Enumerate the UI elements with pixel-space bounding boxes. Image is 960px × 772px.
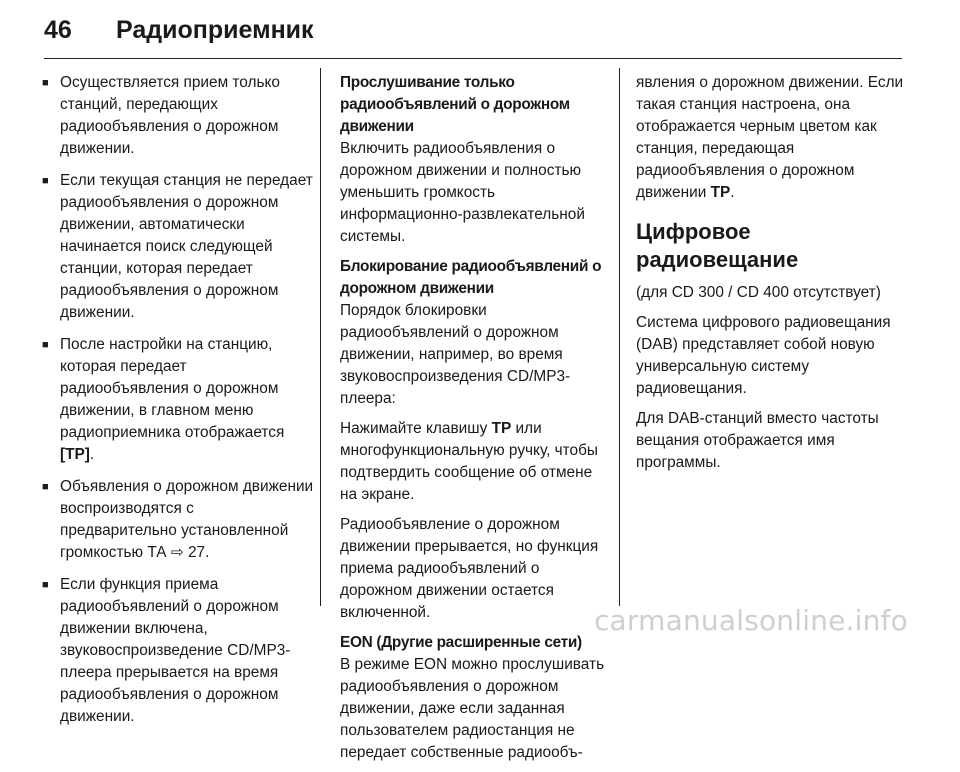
list-item: ■ Если функция приема радиообъявлений о дорожном движении включена, звуковоспроизведение CD/MP3-плеера прерывается на время радиообъявления о дорожном движении.: [40, 574, 314, 728]
watermark: carmanualsonline.info: [593, 604, 908, 637]
tp-indicator: [TP]: [60, 446, 90, 463]
subheading-block-traffic: Блокирование радиообъявлений о дорожном движении: [340, 258, 602, 297]
paragraph: Порядок блокировки радиообъявлений о дорожном движении, например, во время звуковоспроизведения CD/MP3-плеера:: [340, 302, 571, 407]
paragraph: Нажимайте клавишу TP или многофункциональную ручку, чтобы подтвердить сообщение об отмене на экране.: [340, 420, 598, 503]
list-item: ■ Если текущая станция не передает радиообъявления о дорожном движении, автоматически начинается поиск следующей станции, которая передает радиообъявления о дорожном движении.: [40, 170, 314, 324]
square-bullet-icon: ■: [42, 77, 49, 89]
square-bullet-icon: ■: [42, 481, 49, 493]
page-title: Радиоприемник: [116, 16, 314, 44]
paragraph: явления о дорожном движении. Если такая станция настроена, она отображается черным цветом как станция, передающая радиообъявления о дорожном движении TP.: [636, 74, 904, 201]
list-item: ■ Объявления о дорожном движении воспроизводятся с предварительно установленной громкостью ТА ⇨ 27.: [40, 476, 314, 564]
column-2: [340, 72, 606, 772]
header-rule: [44, 58, 902, 59]
column-3: [636, 72, 904, 482]
list-item: ■ Осуществляется прием только станций, передающих радиообъявления о дорожном движении.: [40, 72, 314, 160]
paragraph: Радиообъявление о дорожном движении прерывается, но функция приема радиообъявлений о дорожном движении остается включенной.: [340, 516, 599, 621]
page-reference-icon: ⇨: [170, 544, 184, 561]
subheading-traffic-only: Прослушивание только радиообъявлений о дорожном движении: [340, 74, 570, 135]
subheading-eon: EON (Другие расширенные сети): [340, 634, 582, 651]
page-header: [44, 16, 314, 56]
tp-key: TP: [710, 184, 731, 201]
column-1: [40, 72, 314, 738]
paragraph: Для DAB-станций вместо частоты вещания отображается имя программы.: [636, 410, 879, 471]
paragraph: Включить радиообъявления о дорожном движении и полностью уменьшить громкость информационно-развлекательной системы.: [340, 140, 585, 245]
page-number: 46: [44, 16, 72, 44]
square-bullet-icon: ■: [42, 579, 49, 591]
square-bullet-icon: ■: [42, 339, 49, 351]
page-reference: 27.: [188, 544, 210, 561]
availability-note: (для CD 300 / CD 400 отсутствует): [636, 284, 881, 301]
section-title: Цифровое радиовещание: [636, 219, 799, 272]
square-bullet-icon: ■: [42, 175, 49, 187]
paragraph: Система цифрового радиовещания (DAB) представляет собой новую универсальную систему радиовещания.: [636, 314, 891, 397]
paragraph: В режиме EON можно прослушивать радиообъявления о дорожном движении, даже если заданная пользователем радиостанция не передает собственные радиообъ-: [340, 656, 605, 761]
tp-key: TP: [491, 420, 512, 437]
column-divider-1: [320, 68, 321, 606]
list-item: ■ После настройки на станцию, которая передает радиообъявления о дорожном движении, в главном меню радиоприемника отображается [TP].: [40, 334, 314, 466]
column-divider-2: [619, 68, 620, 606]
